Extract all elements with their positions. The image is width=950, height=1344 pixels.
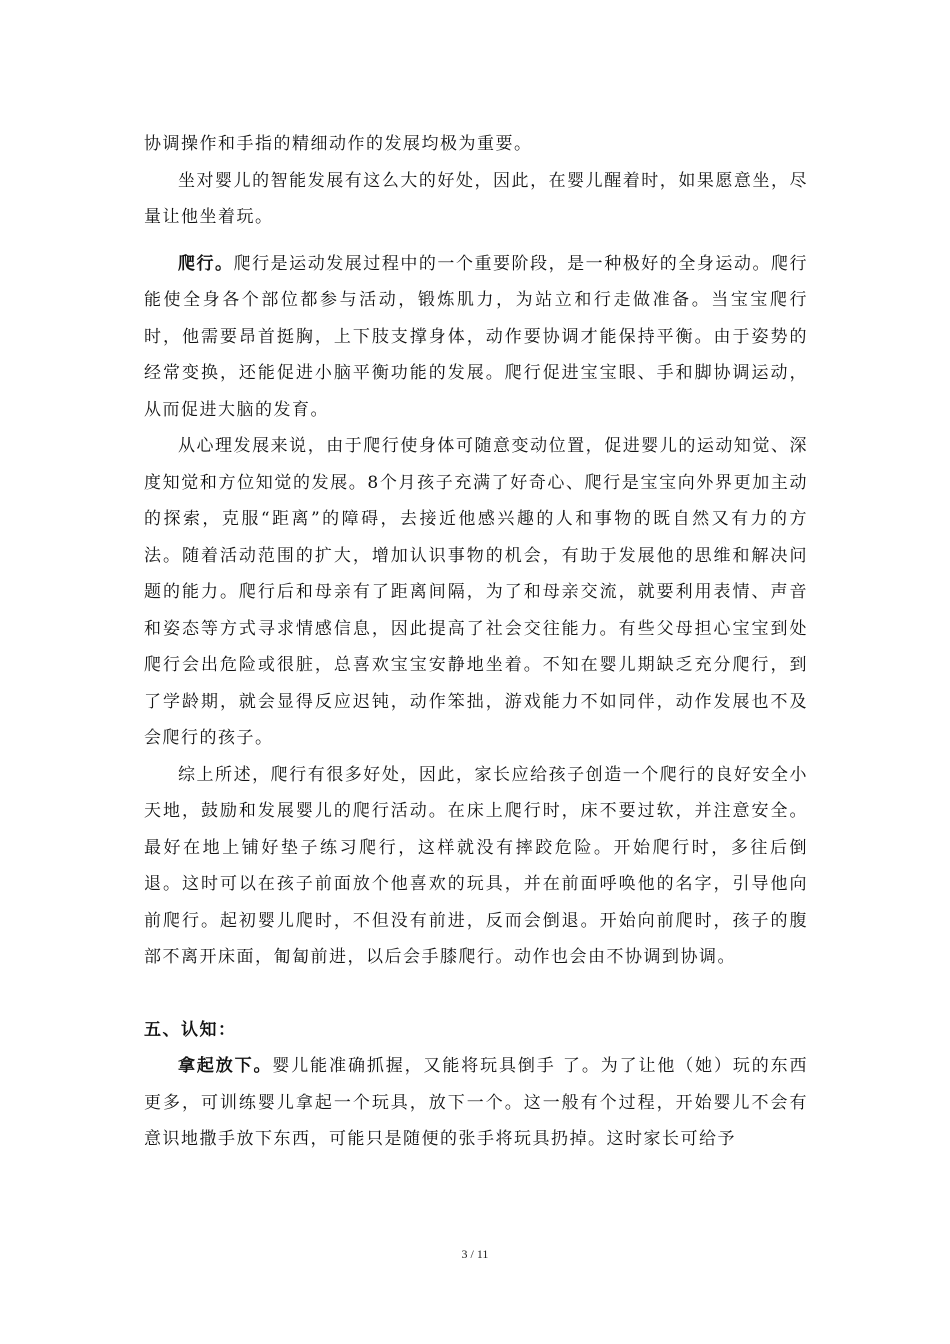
paragraph-pickup (144, 1048, 808, 1158)
paragraph-psychology: 从心理发展来说，由于爬行使身体可随意变动位置，促进婴儿的运动知觉、深度知觉和方位知觉的发展。8个月孩子充满了好奇心、爬行是宝宝向外界更加主动的探索，克服“距离”的障碍，去接近他感兴趣的人和事物的既自然又有力的方法。随着活动范围的扩大，增加认识事物的机会，有助于发展他的思维和解决问题的能力。爬行后和母亲有了距离间隔，为了和母亲交流，就要利用表情、声音和姿态等方式寻求情感信息，因此提高了社会交往能力。有些父母担心宝宝到处爬行会出危险或很脏，总喜欢宝宝安静地坐着。不知在婴儿期缺乏充分爬行，到了学龄期，就会显得反应迟钝，动作笨拙，游戏能力不如同伴，动作发展也不及会爬行的孩子。 (144, 436, 808, 748)
document-body (144, 126, 808, 1158)
paragraph-1: 协调操作和手指的精细动作的发展均极为重要。 (144, 134, 533, 154)
pickup-text: 婴儿能准确抓握，又能将玩具倒手 了。为了让他（她）玩的东西更多，可训练婴儿拿起一个玩具，放下一个。这一般有个过程，开始婴儿不会有意识地撒手放下东西，可能只是随便的张手将玩具扔掉。这时家长可给予 (144, 1056, 809, 1149)
crawling-lead: 爬行。 (178, 253, 234, 274)
paragraph-2 (144, 163, 808, 236)
paragraph-summary: 综上所述，爬行有很多好处，因此，家长应给孩子创造一个爬行的良好安全小天地，鼓励和发展婴儿的爬行活动。在床上爬行时，床不要过软，并注意安全。最好在地上铺好垫子练习爬行，这样就没有摔跤危险。开始爬行时，多往后倒退。这时可以在孩子前面放个他喜欢的玩具，并在前面呼唤他的名字，引导他向前爬行。起初婴儿爬时，不但没有前进，反而会倒退。开始向前爬时，孩子的腹部不离开床面，匍匐前进，以后会手膝爬行。动作也会由不协调到协调。 (144, 764, 808, 967)
page-number: 3 / 11 (461, 1247, 489, 1261)
crawling-text: 爬行是运动发展过程中的一个重要阶段，是一种极好的全身运动。爬行能使全身各个部位都参与活动，锻炼肌力，为站立和行走做准备。当宝宝爬行时，他需要昂首挺胸，上下肢支撑身体，动作要协调才能保持平衡。由于姿势的经常变换，还能促进小脑平衡功能的发展。爬行促进宝宝眼、手和脚协调运动，从而促进大脑的发育。 (144, 253, 809, 420)
paragraph-2-text: 坐对婴儿的智能发展有这么大的好处，因此，在婴儿醒着时，如果愿意坐，尽量让他坐着玩。 (144, 170, 808, 227)
paragraph-crawling (144, 246, 808, 429)
section-heading: 五、认知： (144, 1019, 237, 1040)
pickup-lead: 拿起放下。 (178, 1056, 273, 1076)
